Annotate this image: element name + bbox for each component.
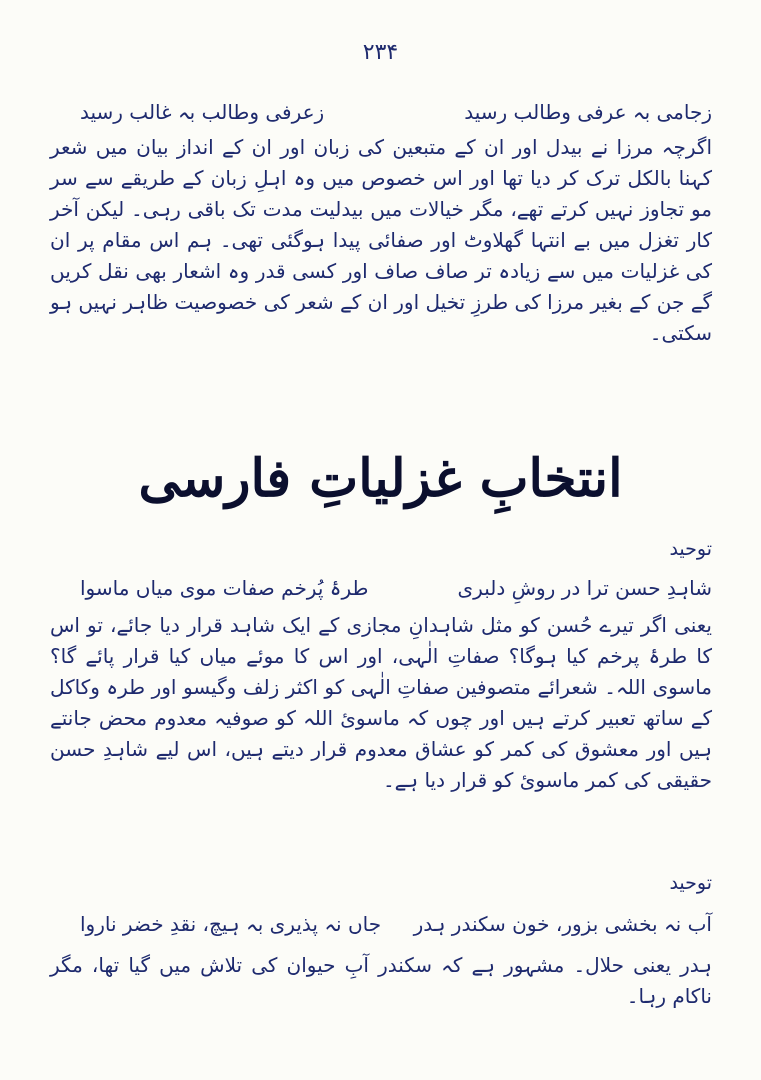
entry-commentary: ہدر یعنی حلال۔ مشہور ہے کہ سکندر آبِ حیوان کی تلاش میں گیا تھا، مگر ناکام رہا۔ (50, 953, 712, 1008)
verse-hemistich-left: طرۂ پُرخم صفات موی میاں ماسوا (80, 576, 369, 600)
entry-verse (50, 576, 712, 606)
entry-label: توحید (669, 872, 712, 894)
entry-commentary: یعنی اگر تیرے حُسن کو مثل شاہدانِ مجازی کے ایک شاہد قرار دیا جائے، تو اس کا طرۂ پرخم کیا ہوگا؟ صفاتِ الٰہی، اور اس کا موئے میاں کیا قرار پائے گا؟ ماسوی اللہ۔ شعرائے متصوفین صفاتِ الٰہی کو اکثر زلف وگیسو اور طرہ وکاکل کے ساتھ تعبیر کرتے ہیں اور چوں کہ ماسوئ اللہ کو صوفیہ معدوم محض جانتے ہیں اور معشوق کی کمر کو عشاق معدوم قرار دیتے ہیں، اس لیے شاہدِ حسن حقیقی کی کمر ماسوئ کو قرار دیا ہے۔ (50, 613, 712, 792)
intro-paragraph: اگرچہ مرزا نے بیدل اور ان کے متبعین کی زبان اور ان کے انداز بیان میں شعر کہنا بالکل ترک کر دیا تھا اور اس خصوص میں وہ اہلِ زبان کے طریقے سے سر مو تجاوز نہیں کرتے تھے، مگر خیالات میں بیدلیت مدت تک باقی رہی۔ لیکن آخر کار تغزل میں بے انتہا گھلاوٹ اور صفائی پیدا ہوگئی تھی۔ ہم اس مقام پر ان کی غزلیات میں سے زیادہ تر صاف صاف اور کسی قدر وہ اشعار بھی نقل کریں گے جن کے بغیر مرزا کی طرزِ تخیل اور ان کے شعر کی خصوصیت ظاہر نہیں ہو سکتی۔ (50, 135, 712, 345)
verse-hemistich-right: شاہدِ حسن ترا در روشِ دلبری (457, 576, 712, 600)
verse-hemistich-left: زعرفی وطالب بہ غالب رسید (80, 100, 325, 124)
intro-verse (50, 100, 712, 130)
verse-hemistich-left: جاں نہ پذیری بہ ہیچ، نقدِ خضر ناروا (80, 912, 382, 936)
entry-label: توحید (669, 538, 712, 560)
section-heading: انتخابِ غزلیاتِ فارسی (138, 448, 623, 509)
verse-hemistich-right: زجامی بہ عرفی وطالب رسید (464, 100, 712, 124)
page-number: ۲۳۴ (362, 40, 399, 65)
verse-hemistich-right: آب نہ بخشی بزور، خون سکندر ہدر (413, 912, 712, 936)
entry-verse (50, 912, 712, 942)
